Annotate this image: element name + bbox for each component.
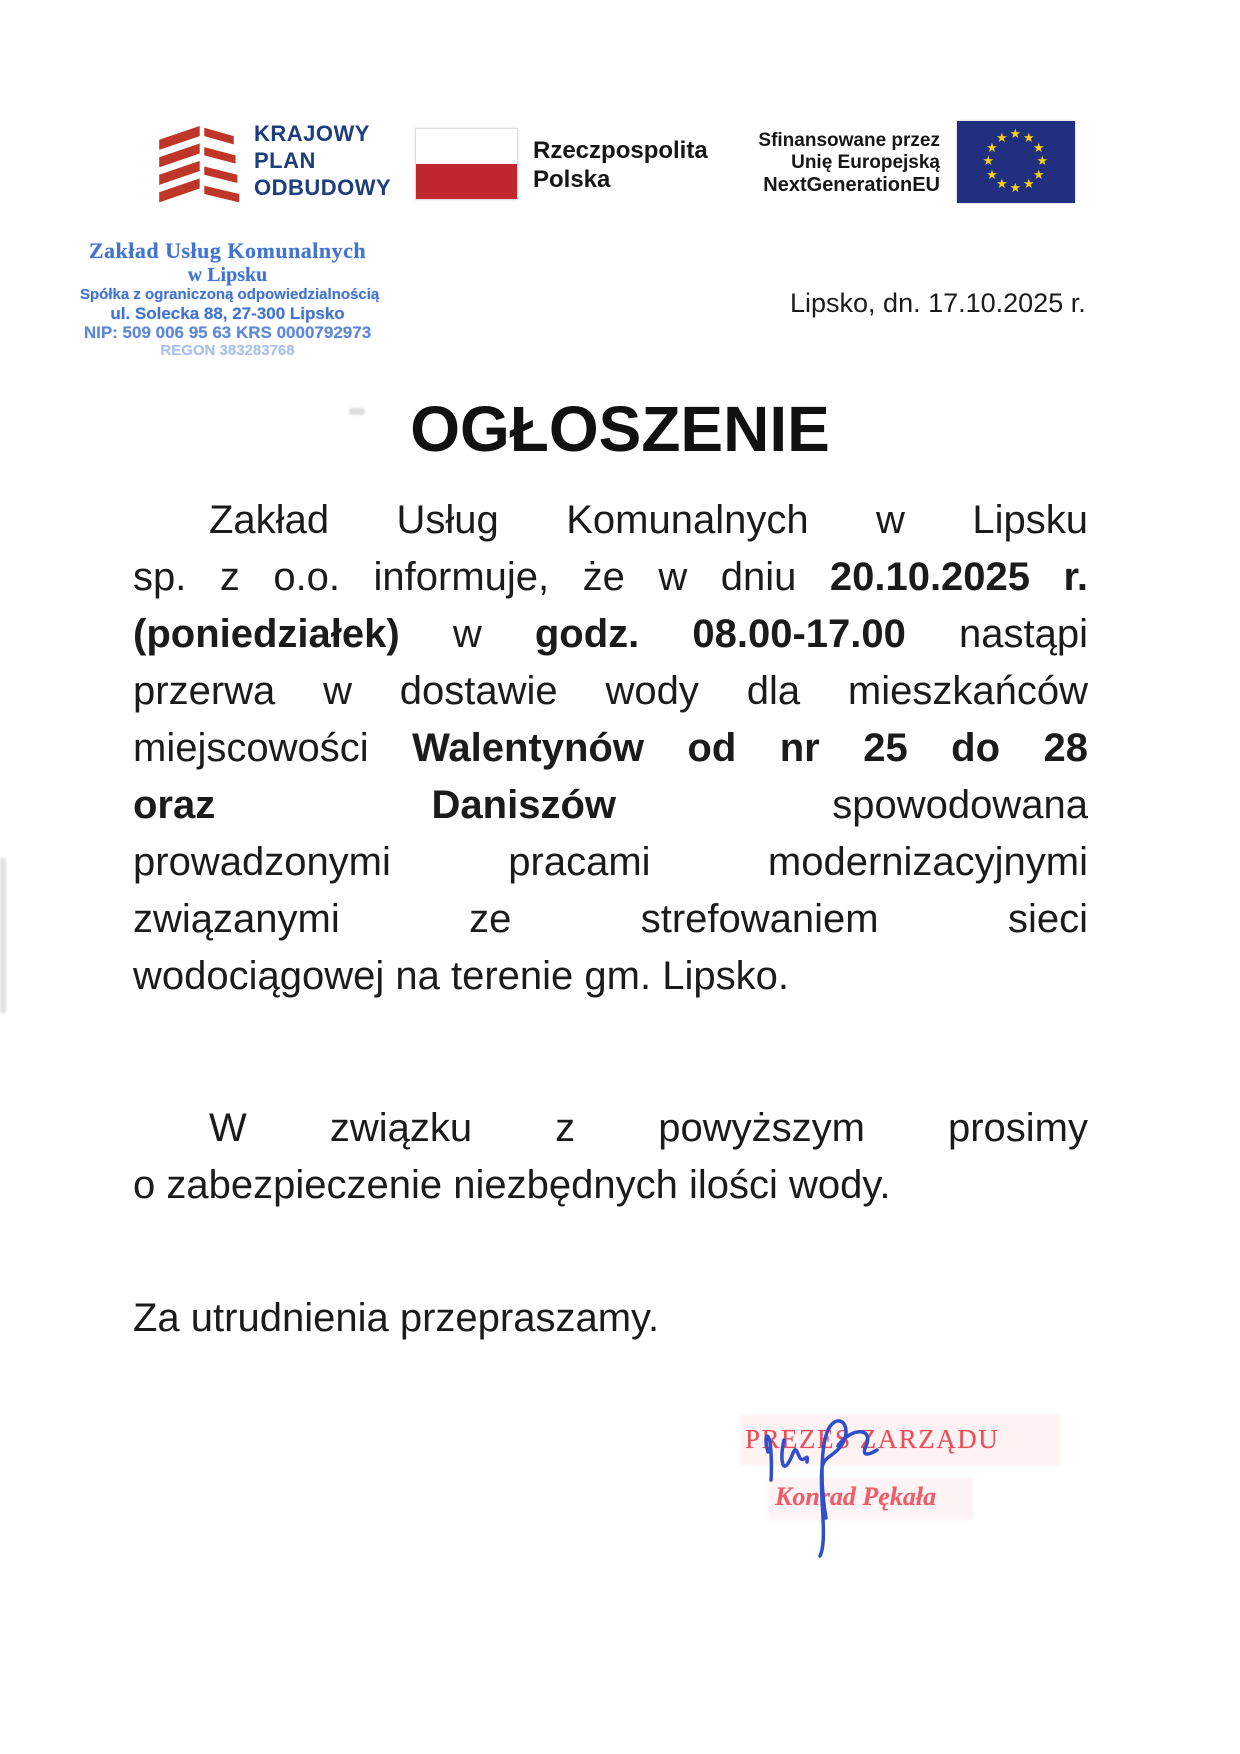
kpo-logo [150,112,391,208]
body-text: Za utrudnienia przepraszamy. [133,1296,660,1340]
stamp-line: Zakład Usług Komunalnych [88,238,367,263]
announcement-paragraph-1 [133,492,1088,1005]
eu-flag [957,121,1075,203]
body-text-line [133,606,1088,663]
body-text-line [133,1157,1088,1214]
eu-star-icon: ★ [1009,180,1022,195]
eu-star-icon: ★ [1032,139,1045,155]
body-text: W związku z powyższym prosimy [209,1106,1088,1150]
stamp-line: REGON 383283768 [160,342,295,359]
body-text: przerwa w dostawie wody dla mieszkańców [133,669,1088,713]
body-text-line [133,891,1088,948]
body-text: w [399,612,535,656]
announcement-paragraph-3 [133,1290,1088,1347]
eu-star-icon: ★ [1023,129,1035,145]
date-line: Lipsko, dn. 17.10.2025 r. [790,288,1086,318]
body-text: prowadzonymi pracami modernizacyjnymi [133,840,1088,884]
company-stamp [80,238,380,360]
kpo-label-line: PLAN [254,147,316,173]
body-text-line [133,834,1088,891]
eu-star-icon: ★ [996,129,1008,145]
kpo-label [254,120,391,201]
eu-star-icon: ★ [1009,126,1022,141]
eu-star-icon: ★ [996,176,1008,192]
kpo-label-line: KRAJOWY [254,120,370,146]
scan-artifact [349,408,365,415]
body-text-line [133,777,1088,834]
body-text-line [133,1290,1088,1347]
eu-funding-line: NextGenerationEU [763,174,940,196]
body-text-bold: Daniszów [431,783,616,827]
signature-role: PREZES ZARZĄDU [745,1424,1000,1454]
scan-artifact [0,858,6,1013]
eu-star-icon: ★ [986,166,998,182]
kpo-building-icon [150,112,242,208]
body-text-line [133,948,1088,1005]
kpo-label-line: ODBUDOWY [254,174,392,200]
body-text-bold: (poniedziałek) [133,612,400,656]
body-text: związanymi ze strefowaniem sieci [133,897,1088,941]
stamp-line: Spółka z ograniczoną odpowiedzialnością [80,286,380,303]
body-text-line [133,549,1088,606]
eu-funding-line: Sfinansowane przez [758,130,940,151]
eu-funding-line: Unię Europejską [791,152,940,173]
body-text: nastąpi [905,612,1088,656]
eu-star-icon: ★ [986,139,998,155]
body-text-bold: Walentynów od nr 25 do 28 [412,726,1089,770]
body-text-line [133,663,1088,720]
eu-star-icon: ★ [982,153,995,168]
poland-label-line: Polska [533,166,611,193]
body-text-line [133,720,1088,777]
polish-flag-red-stripe [416,164,517,199]
stamp-line: ul. Solecka 88, 27-300 Lipsko [110,304,345,323]
body-text: miejscowości [133,726,413,770]
body-text: wodociągowej na terenie gm. Lipsko. [133,954,789,998]
polish-flag [415,128,518,200]
body-text: Zakład Usług Komunalnych w Lipsku [209,498,1088,542]
announcement-paragraph-2 [133,1100,1088,1214]
body-text: sp. z o.o. informuje, że w dniu [133,555,830,599]
body-text: spowodowana [616,783,1089,827]
eu-star-icon: ★ [1023,176,1035,192]
body-text-bold: 20.10.2025 r. [829,555,1088,599]
signature-name: Konrad Pękała [775,1482,937,1511]
body-text: o zabezpieczenie niezbędnych ilości wody. [133,1163,891,1207]
stamp-line: NIP: 509 006 95 63 KRS 0000792973 [83,323,372,342]
body-text-line [133,1100,1088,1157]
poland-label-line: Rzeczpospolita [533,137,708,164]
eu-funding-label [640,130,940,196]
body-text-bold: oraz [133,783,432,827]
body-text-line [133,492,1088,549]
page-title: OGŁOSZENIE [410,393,830,465]
handwritten-signature [740,1400,920,1575]
polish-flag-white-stripe [416,129,517,164]
eu-star-icon: ★ [1032,166,1045,182]
eu-star-icon: ★ [1036,153,1049,168]
body-text-bold: godz. 08.00-17.00 [534,612,906,656]
stamp-line: w Lipsku [187,264,268,286]
